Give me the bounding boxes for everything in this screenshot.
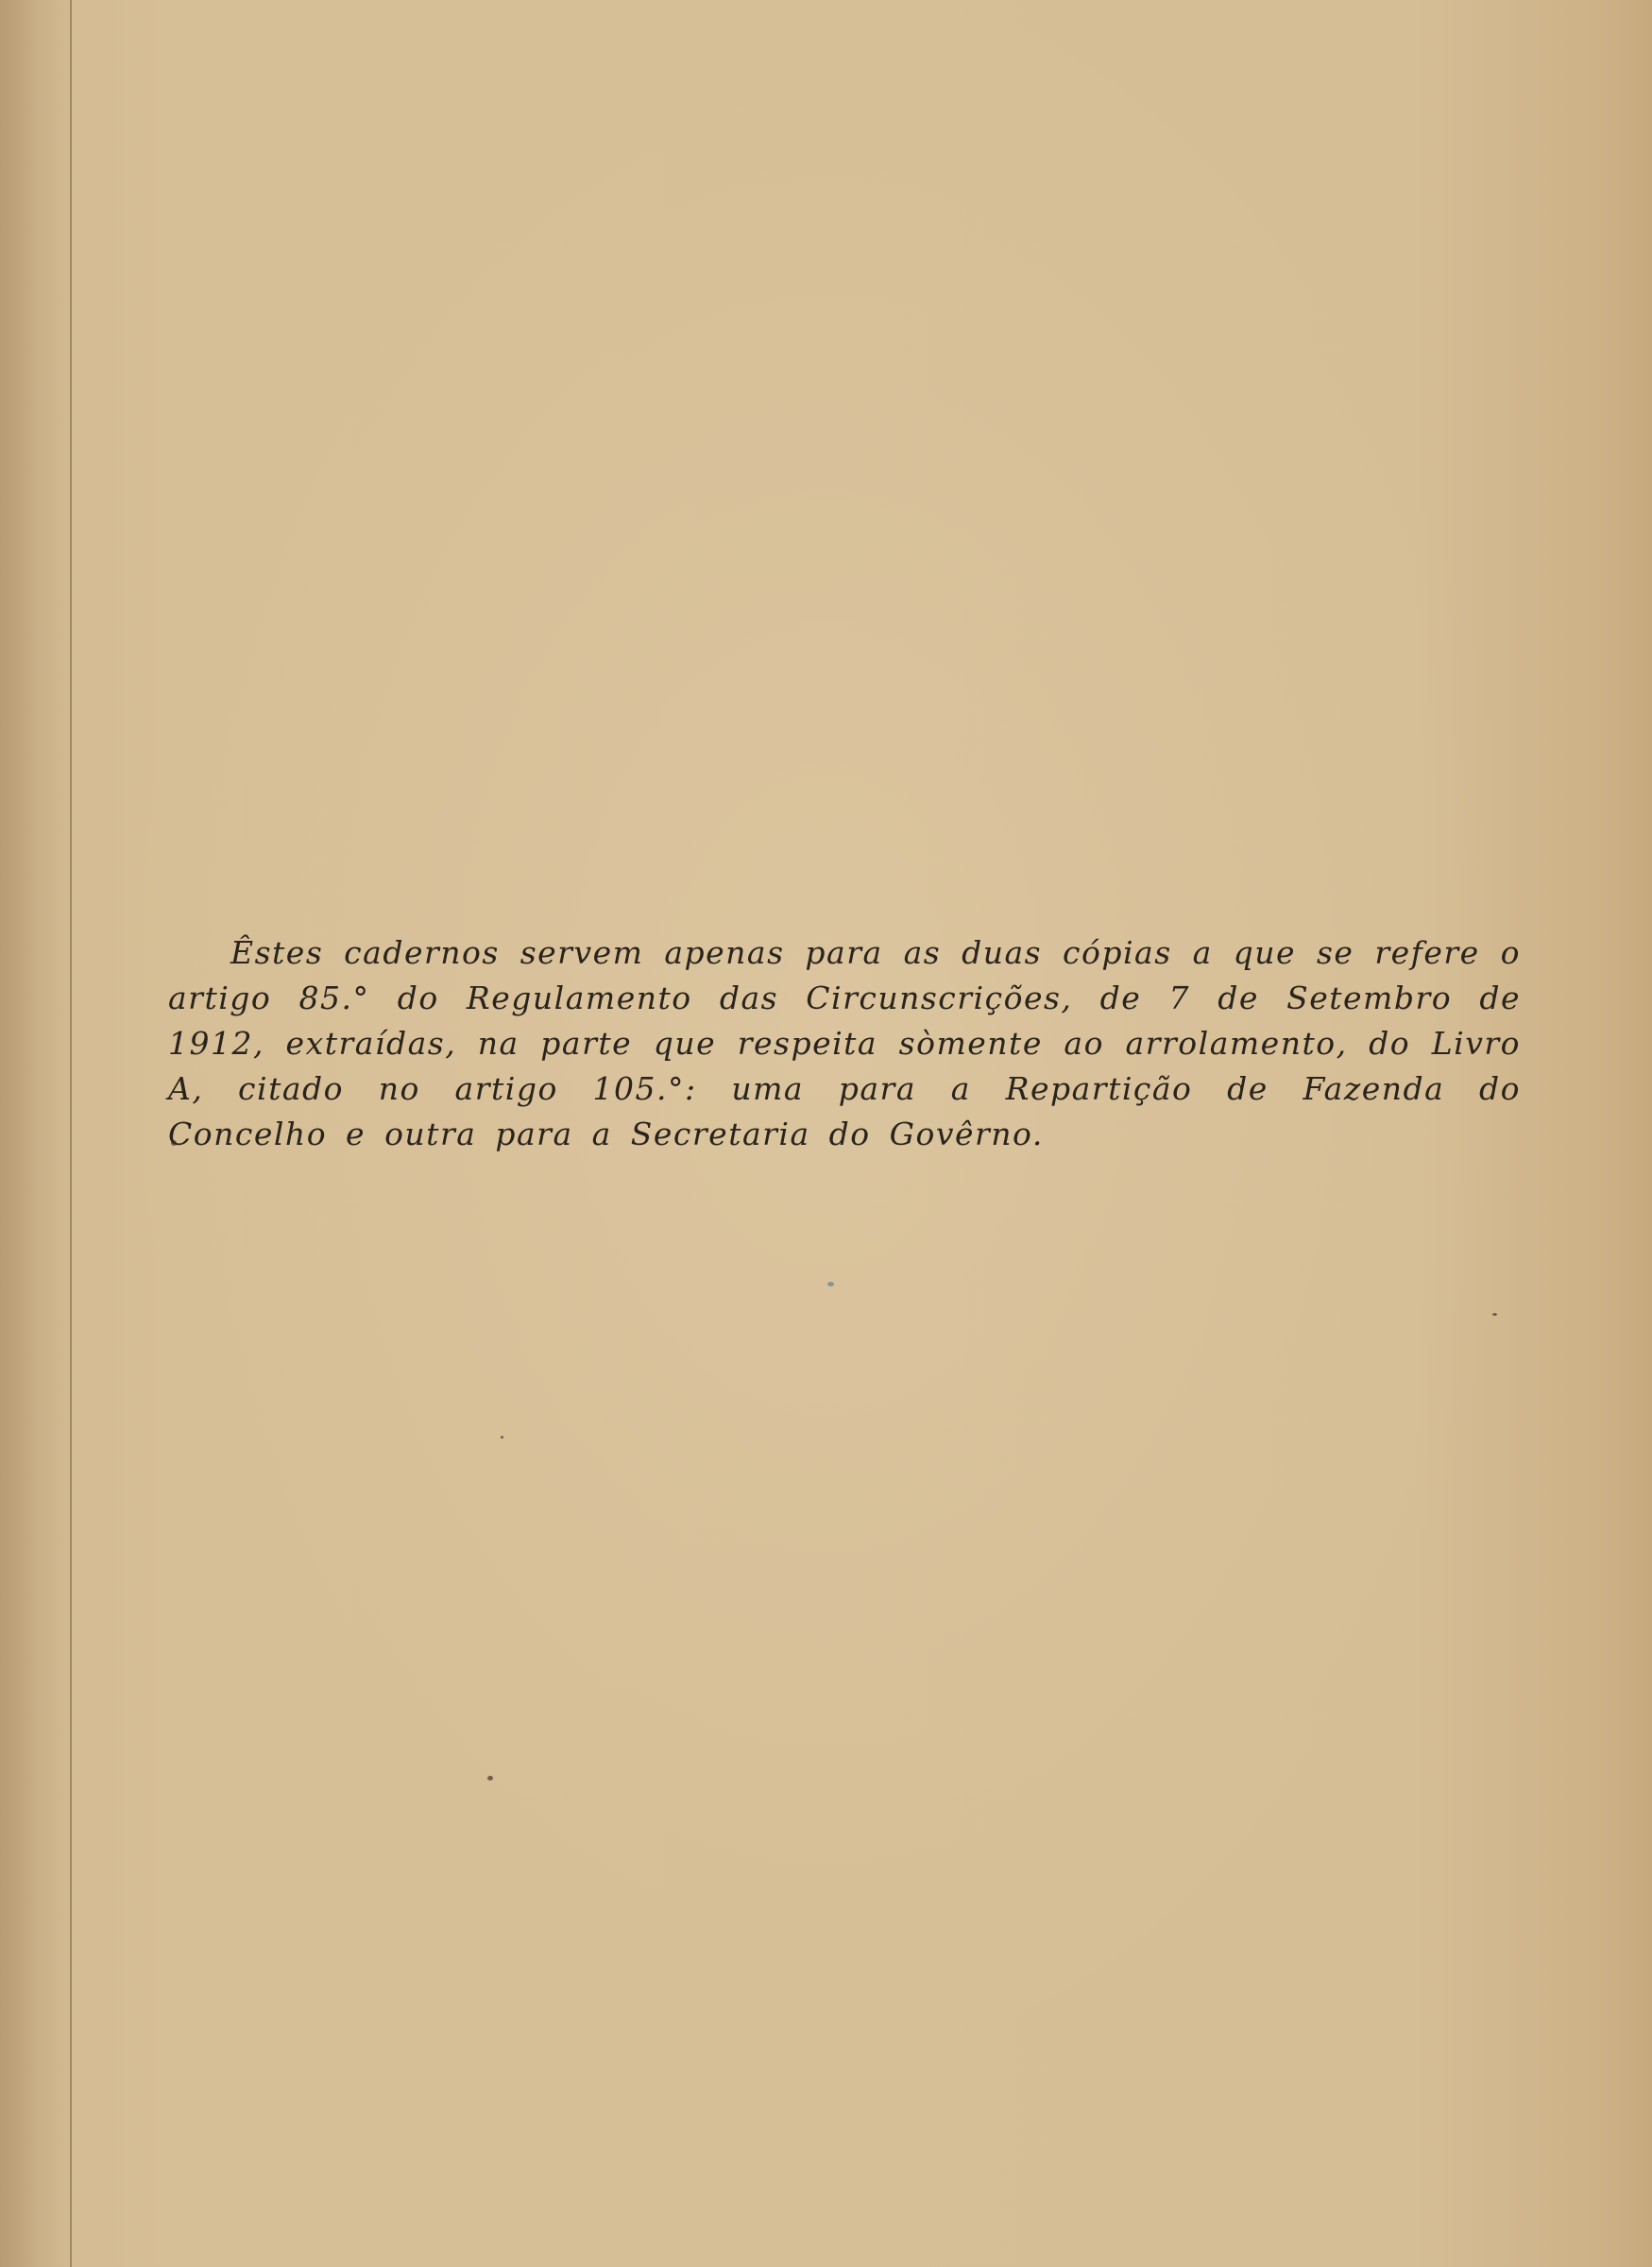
ink-speck	[487, 1776, 493, 1781]
binding-edge	[70, 0, 72, 2267]
ink-speck	[827, 1282, 834, 1287]
notice-paragraph: Êstes cadernos servem apenas para as duas cópias a que se refere o artigo 85.° do Regulamento das Circunscrições, de 7 de Setembro de 1912, extraídas, na parte que respeita sòmente ao arrolamento, do Livro A, citado no artigo 105.°: uma para a Repartição de Fazenda do Concelho e outra para a Secretaria do Govêrno.	[168, 934, 1521, 1152]
binding-shadow	[0, 0, 70, 2267]
ink-speck	[501, 1436, 503, 1439]
ink-speck	[1492, 1313, 1497, 1316]
